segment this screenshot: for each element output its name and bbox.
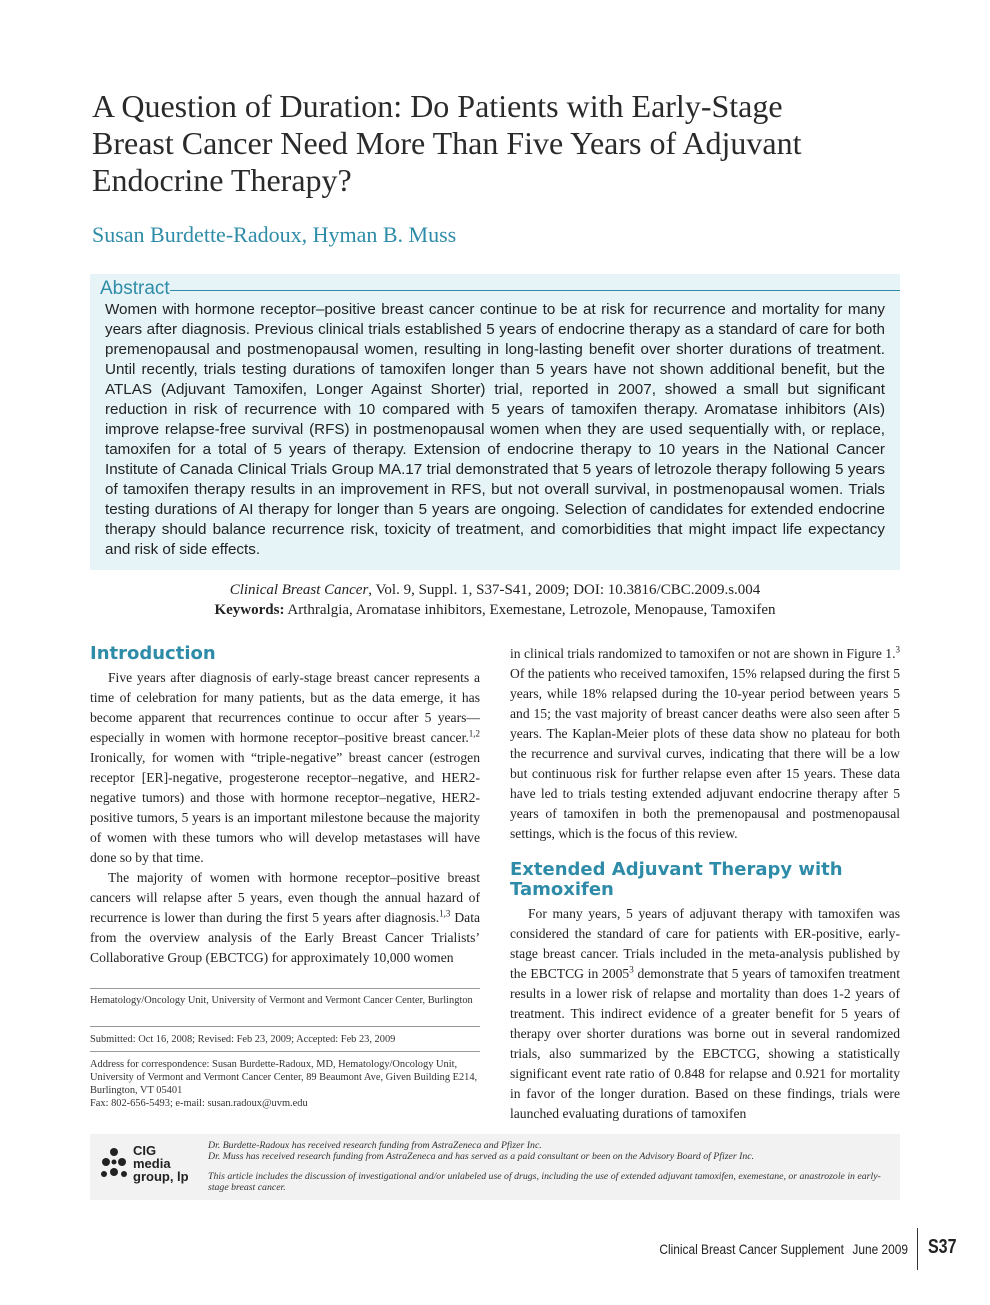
journal-name: Clinical Breast Cancer xyxy=(229,582,369,598)
citation-line xyxy=(90,580,900,600)
running-footer xyxy=(612,1241,908,1257)
logo-line: media xyxy=(133,1156,171,1171)
keywords-list: Arthralgia, Aromatase inhibitors, Exemestane, Letrozole, Menopause, Tamoxifen xyxy=(284,602,776,618)
right-paragraph-1 xyxy=(510,644,900,844)
footnote-divider xyxy=(90,1026,480,1027)
citation-ref: 3 xyxy=(629,964,634,975)
citation-details: , Vol. 9, Suppl. 1, S37-S41, 2009; DOI: 10.3816/CBC.2009.s.004 xyxy=(368,582,761,598)
abstract-text: Women with hormone receptor–positive breast cancer continue to be at risk for recurrence and mortality for many years after diagnosis. Previous clinical trials established 5 years of endocrine therapy as a standard of care for both premenopausal and postmenopausal women, resulting in long-lasting benefit over shorter durations of treatment. Until recently, trials testing durations of tamoxifen longer than 5 years have not shown additional benefit, but the ATLAS (Adjuvant Tamoxifen, Longer Against Shorter) trial, reported in 2007, showed a small but significant reduction in risk of recurrence with 10 compared with 5 years of tamoxifen therapy. Aromatase inhibitors (AIs) improve relapse-free survival (RFS) in postmenopausal women when they are used sequentially with, or replace, tamoxifen for a total of 5 years of therapy. Extension of endocrine therapy to 10 years in the National Cancer Institute of Canada Clinical Trials Group MA.17 trial demonstrated that 5 years of letrozole therapy following 5 years of tamoxifen therapy results in an improvement in RFS, but not overall survival, in postmenopausal women. Trials testing durations of AI therapy for longer than 5 years are ongoing. Selection of candidates for extended endocrine therapy should balance recurrence risk, toxicity of treatment, and comorbidities that might impact life expectancy and risk of side effects. xyxy=(105,301,885,558)
right-column xyxy=(510,644,900,1124)
footer-journal: Clinical Breast Cancer Supplement xyxy=(659,1241,844,1257)
keywords-line xyxy=(90,600,900,620)
citation-block xyxy=(90,580,900,620)
intro-p2-text: The majority of women with hormone receptor–positive breast cancers will relapse after 5 years, even though the annual hazard of recurrence is lower than during the first 5 years after diagnosis. xyxy=(90,870,480,925)
footnote-divider xyxy=(90,1051,480,1052)
intro-p2-text-cont: Data from the overview analysis of the Early Breast Cancer Trialists’ Collaborative Group (EBCTCG) for approximately 10,000 women xyxy=(90,910,481,965)
disclosure-1: Dr. Burdette-Radoux has received research funding from AstraZeneca and Pfizer Inc. xyxy=(208,1140,542,1151)
correspondence-contact: Fax: 802-656-5493; e-mail: susan.radoux@uvm.edu xyxy=(90,1098,308,1109)
affiliation-footnote: Hematology/Oncology Unit, University of Vermont and Vermont Cancer Center, Burlington xyxy=(90,995,473,1006)
correspondence-footnote xyxy=(90,1058,480,1110)
logo-line: CIG xyxy=(133,1143,157,1158)
dates-footnote: Submitted: Oct 16, 2008; Revised: Feb 23, 2009; Accepted: Feb 23, 2009 xyxy=(90,1034,396,1045)
abstract-heading: Abstract xyxy=(100,278,170,299)
citation-ref: 1,2 xyxy=(468,728,480,739)
right-p2-text-cont: demonstrate that 5 years of tamoxifen treatment results in a lower risk of relapse and mortality than does 1-2 years of treatment. This indirect evidence of a greater benefit for 5 years of therapy over shorter durations was borne out in several randomized trials, also summarized by the EBCTCG, showing a statistically significant event rate ratio of 0.848 for relapse and 0.921 for mortality in favor of the longer duration. Based on these findings, trials were launched evaluating durations of tamoxifen xyxy=(510,966,900,1121)
left-column xyxy=(90,644,480,968)
disclosure-3: This article includes the discussion of investigational and/or unlabeled use of drugs, including the use of extended adjuvant tamoxifen, exemestane, or anastrozole in early-stage breast cancer. xyxy=(208,1171,881,1193)
footer-date: June 2009 xyxy=(852,1241,908,1257)
intro-p1-text-cont: Ironically, for women with “triple-negative” breast cancer (estrogen receptor [ER]-negative, progesterone receptor–negative, and HER2-negative tumors) and those with hormone receptor–negative, HER2-positive tumors, 5 years is an important milestone because the majority of women with these tumors who will develop metastases will have done so by that time. xyxy=(90,750,480,865)
intro-paragraph-1 xyxy=(90,668,480,868)
intro-heading: Introduction xyxy=(90,643,216,664)
disclosure-2: Dr. Muss has received research funding from AstraZeneca and has served as a paid consultant or been on the Advisory Board of Pfizer Inc. xyxy=(208,1151,755,1162)
author-list: Susan Burdette-Radoux, Hyman B. Muss xyxy=(92,222,457,247)
right-p1-text: in clinical trials randomized to tamoxifen or not are shown in Figure 1. xyxy=(510,646,896,661)
intro-p1-text: Five years after diagnosis of early-stage breast cancer represents a time of celebration for many patients, but as the data emerge, it has become apparent that recurrences continue to occur after 5 years—especially in women with hormone receptor–positive breast cancer. xyxy=(90,670,480,745)
correspondence-address: Address for correspondence: Susan Burdette-Radoux, MD, Hematology/Oncology Unit, University of Vermont and Vermont Cancer Center, 89 Beaumont Ave, Given Building E214, Burlington, VT 05401 xyxy=(90,1059,478,1096)
publisher-logo-text xyxy=(133,1144,189,1183)
right-p1-text-cont: Of the patients who received tamoxifen, 15% relapsed during the first 5 years, while 18% relapsed during the 10-year period between years 5 and 15; the vast majority of breast cancer deaths were also seen after 5 years. The Kaplan-Meier plots of these data show no plateau for both the recurrence and survival curves, indicating that there will be a low but continuous risk for further relapse even after 15 years. These data have led to trials testing extended adjuvant endocrine therapy after 5 years of tamoxifen in both the premenopausal and postmenopausal settings, which is the focus of this review. xyxy=(510,666,900,841)
citation-ref: 1,3 xyxy=(439,908,451,919)
right-paragraph-2 xyxy=(510,904,900,1124)
footnote-rule xyxy=(90,988,480,989)
citation-ref: 3 xyxy=(895,644,900,655)
page-number: S37 xyxy=(928,1236,957,1258)
extended-therapy-heading: Extended Adjuvant Therapy with Tamoxifen xyxy=(510,859,843,900)
abstract-rule xyxy=(170,290,900,291)
intro-paragraph-2 xyxy=(90,868,480,968)
article-title: A Question of Duration: Do Patients with Early-Stage Breast Cancer Need More Than Five Years of Adjuvant Endocrine Therapy? xyxy=(92,88,802,198)
keywords-label: Keywords: xyxy=(214,602,285,618)
logo-line: group, lp xyxy=(133,1169,189,1184)
right-p2-text: For many years, 5 years of adjuvant therapy with tamoxifen was considered the standard of care for patients with ER-positive, early-stage breast cancer. Trials included in the meta-analysis published by the EBCTCG in 2005 xyxy=(510,906,900,981)
footer-divider xyxy=(917,1228,918,1270)
